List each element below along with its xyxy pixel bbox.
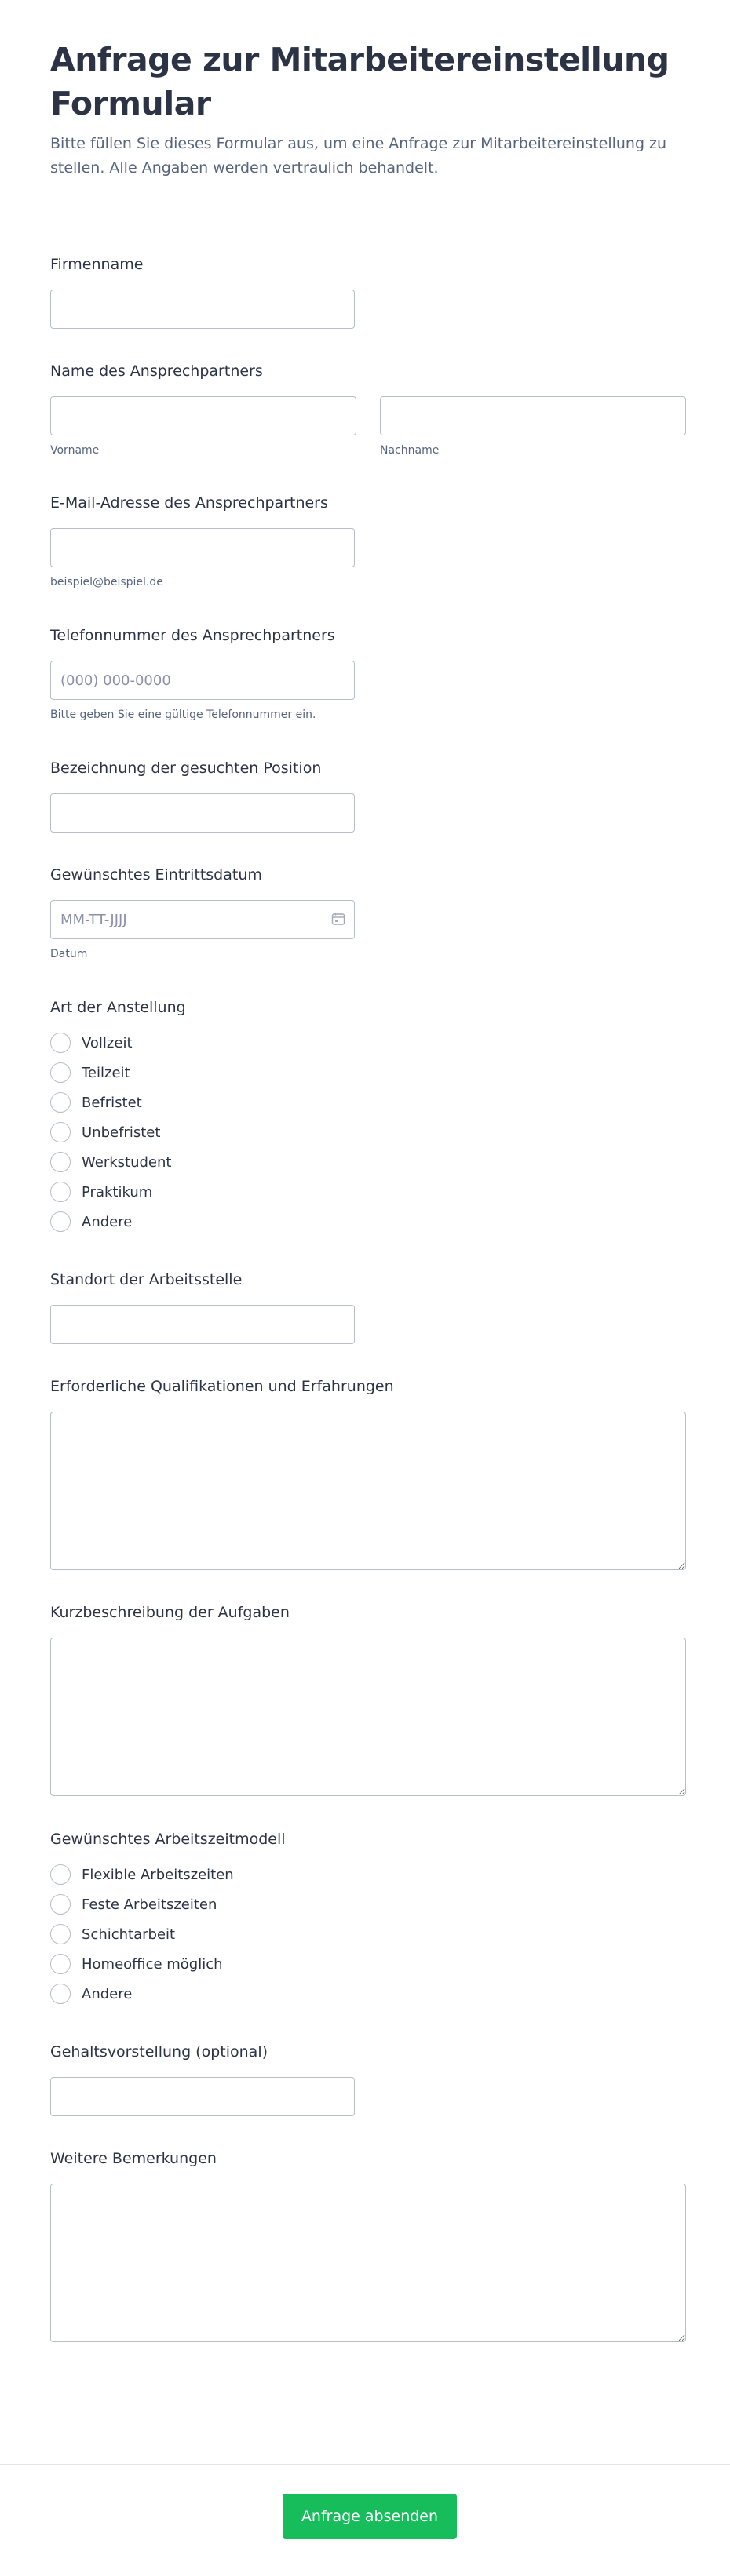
email-label: E-Mail-Adresse des Ansprechpartners	[50, 494, 328, 512]
radio-option-label: Flexible Arbeitszeiten	[82, 1866, 234, 1883]
email-sublabel: beispiel@beispiel.de	[50, 576, 163, 588]
page-description: Bitte füllen Sie dieses Formular aus, um eine Anfrage zur Mitarbeitereinstellung zu stellen. Alle Angaben werden vertraulich behandelt.	[50, 135, 667, 177]
employment-type-options	[50, 1028, 686, 1237]
radio-option-label: Vollzeit	[82, 1034, 133, 1051]
last-name-input[interactable]	[380, 396, 686, 435]
radio-option-label: Andere	[82, 1213, 133, 1230]
radio-button[interactable]	[50, 1033, 71, 1053]
position-input[interactable]	[50, 793, 355, 833]
work-model-label: Gewünschtes Arbeitszeitmodell	[50, 1831, 286, 1848]
radio-option-label: Werkstudent	[82, 1153, 172, 1171]
radio-option-label: Befristet	[82, 1094, 142, 1111]
last-name-sublabel: Nachname	[380, 444, 440, 457]
radio-button[interactable]	[50, 1122, 71, 1142]
radio-button[interactable]	[50, 1984, 71, 2004]
radio-button[interactable]	[50, 1924, 71, 1944]
radio-button[interactable]	[50, 1182, 71, 1202]
radio-button[interactable]	[50, 1062, 71, 1083]
radio-option-label: Praktikum	[82, 1183, 153, 1201]
radio-option-label: Unbefristet	[82, 1124, 161, 1141]
start-date-label: Gewünschtes Eintrittsdatum	[50, 866, 262, 884]
field-remarks	[50, 2149, 686, 2342]
submit-button[interactable]: Anfrage absenden	[283, 2494, 457, 2539]
field-location	[50, 1270, 686, 1344]
radio-button[interactable]	[50, 1954, 71, 1974]
remarks-label: Weitere Bemerkungen	[50, 2150, 217, 2167]
field-contact-name	[50, 362, 686, 457]
field-company	[50, 255, 686, 329]
form-header	[0, 0, 730, 217]
field-email	[50, 494, 686, 589]
radio-option[interactable]	[50, 1919, 686, 1949]
qualifications-textarea[interactable]	[50, 1412, 686, 1570]
location-label: Standort der Arbeitsstelle	[50, 1271, 243, 1288]
tasks-textarea[interactable]	[50, 1638, 686, 1796]
first-name-sublabel: Vorname	[50, 444, 100, 457]
radio-option[interactable]	[50, 1860, 686, 1889]
phone-label: Telefonnummer des Ansprechpartners	[50, 627, 335, 644]
field-salary	[50, 2042, 686, 2116]
contact-name-label: Name des Ansprechpartners	[50, 363, 263, 380]
company-input[interactable]	[50, 290, 355, 329]
radio-option[interactable]	[50, 1207, 686, 1237]
salary-label: Gehaltsvorstellung (optional)	[50, 2043, 268, 2060]
radio-option-label: Feste Arbeitszeiten	[82, 1896, 217, 1913]
email-input[interactable]	[50, 528, 355, 567]
position-label: Bezeichnung der gesuchten Position	[50, 760, 322, 777]
radio-option-label: Homeoffice möglich	[82, 1955, 223, 1973]
radio-option-label: Andere	[82, 1985, 133, 2002]
radio-option[interactable]	[50, 1889, 686, 1919]
remarks-textarea[interactable]	[50, 2184, 686, 2342]
radio-button[interactable]	[50, 1864, 71, 1885]
radio-option-label: Schichtarbeit	[82, 1926, 176, 1943]
work-model-options	[50, 1860, 686, 2009]
radio-option-label: Teilzeit	[82, 1064, 130, 1081]
page-title: Anfrage zur Mitarbeitereinstellung Formular	[50, 41, 670, 122]
radio-option[interactable]	[50, 1117, 686, 1147]
start-date-sublabel: Datum	[50, 948, 88, 960]
field-employment-type	[50, 998, 686, 1237]
radio-option[interactable]	[50, 1088, 686, 1117]
company-label: Firmenname	[50, 256, 144, 273]
field-start-date	[50, 865, 686, 961]
field-position	[50, 759, 686, 833]
calendar-icon[interactable]	[331, 912, 345, 926]
phone-input[interactable]	[50, 661, 355, 700]
field-tasks	[50, 1603, 686, 1796]
form-footer	[0, 2464, 730, 2576]
radio-option[interactable]	[50, 1177, 686, 1207]
radio-option[interactable]	[50, 1147, 686, 1177]
field-work-model	[50, 1830, 686, 2009]
radio-button[interactable]	[50, 1211, 71, 1232]
location-input[interactable]	[50, 1305, 355, 1344]
field-phone	[50, 626, 686, 722]
radio-option[interactable]	[50, 1058, 686, 1088]
employment-type-label: Art der Anstellung	[50, 999, 186, 1016]
radio-option[interactable]	[50, 1949, 686, 1979]
radio-option[interactable]	[50, 1979, 686, 2009]
phone-sublabel: Bitte geben Sie eine gültige Telefonnummer ein.	[50, 709, 316, 721]
first-name-input[interactable]	[50, 396, 356, 435]
tasks-label: Kurzbeschreibung der Aufgaben	[50, 1604, 290, 1621]
radio-button[interactable]	[50, 1152, 71, 1172]
radio-button[interactable]	[50, 1092, 71, 1113]
salary-input[interactable]	[50, 2077, 355, 2116]
radio-button[interactable]	[50, 1894, 71, 1915]
start-date-input[interactable]	[50, 900, 355, 939]
radio-option[interactable]	[50, 1028, 686, 1058]
qualifications-label: Erforderliche Qualifikationen und Erfahrungen	[50, 1378, 394, 1395]
field-qualifications	[50, 1377, 686, 1570]
